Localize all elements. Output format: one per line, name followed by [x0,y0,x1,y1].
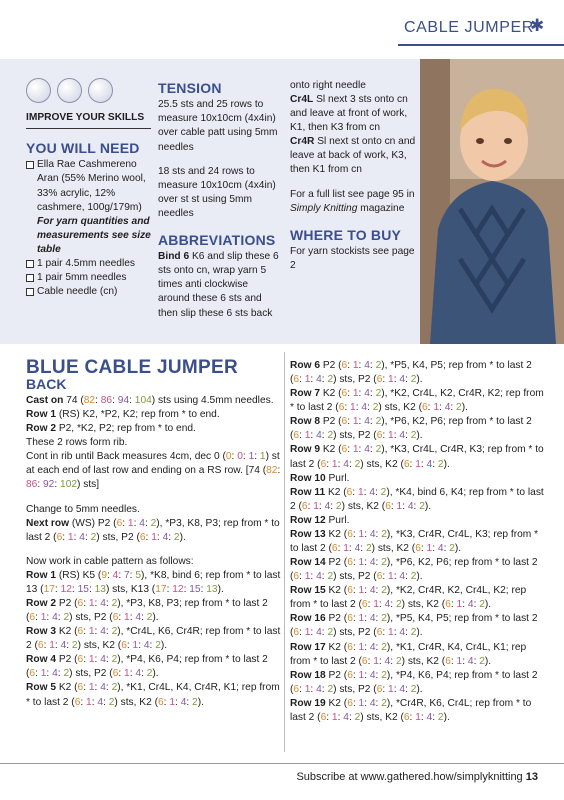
checkbox-icon [26,260,34,268]
pattern-line: Next row (WS) P2 (6: 1: 4: 2), *P3, K8, P3; rep from * to last 2 (6: 1: 4: 2) sts, P2 (6: 1: 4: 2). [26,517,280,543]
you-will-need-heading: YOU WILL NEED [26,140,140,157]
yarn-ball-icon [88,78,113,103]
pattern-line: Row 16 P2 (6: 1: 4: 2), *P5, K4, P5; rep from * to last 2 (6: 1: 4: 2) sts, P2 (6: 1: 4: 2). [290,613,538,639]
checklist-item: 1 pair 5mm needles [26,271,151,285]
pattern-line: Row 4 P2 (6: 1: 4: 2), *P4, K6, P4; rep from * to last 2 (6: 1: 4: 2) sts, P2 (6: 1: 4: 2). [26,654,268,680]
pattern-line: Row 11 K2 (6: 1: 4: 2), *K4, bind 6, K4; rep from * to last 2 (6: 1: 4: 2) sts, K2 (6: 1: 4: 2). [290,486,544,512]
pattern-line: Row 7 K2 (6: 1: 4: 2), *K2, Cr4L, K2, Cr4R, K2; rep from * to last 2 (6: 1: 4: 2) sts, K2 (6: 1: 4: 2). [290,388,544,414]
pattern-line: Row 15 K2 (6: 1: 4: 2), *K2, Cr4R, K2, Cr4L, K2; rep from * to last 2 (6: 1: 4: 2) sts, K2 (6: 1: 4: 2). [290,585,527,611]
skills-label: IMPROVE YOUR SKILLS [26,111,151,129]
section-heading-back: BACK [26,376,67,392]
checkbox-icon [26,288,34,296]
checkbox-icon [26,274,34,282]
pattern-line: Now work in cable pattern as follows: [26,555,194,567]
pattern-line: Row 18 P2 (6: 1: 4: 2), *P4, K6, P4; rep from * to last 2 (6: 1: 4: 2) sts, P2 (6: 1: 4: 2). [290,669,538,695]
tension-text: 18 sts and 24 rows to measure 10x10cm (4x4in) over st st using 5mm needles [158,165,276,219]
section-tab [0,0,564,50]
full-list-note: For a full list see page 95 in Simply Knitting magazine [290,188,415,214]
pattern-line: Row 13 K2 (6: 1: 4: 2), *K3, Cr4R, Cr4L, K3; rep from * to last 2 (6: 1: 4: 2) sts, K2 (6: 1: 4: 2). [290,528,539,555]
tension-text: 25.5 sts and 25 rows to measure 10x10cm (4x4in) over cable patt using 5mm needles [158,99,278,153]
pattern-line: Row 19 K2 (6: 1: 4: 2), *Cr4R, K6, Cr4L; rep from * to last 2 (6: 1: 4: 2) sts, K2 (6: 1: 4: 2). [290,697,532,723]
abbreviations-heading: ABBREVIATIONS [158,231,276,248]
checkbox-icon [26,161,34,169]
checklist-item: Cable needle (cn) [26,285,151,299]
pattern-line: Row 2 P2 (6: 1: 4: 2), *P3, K8, P3; rep from * to last 2 (6: 1: 4: 2) sts, P2 (6: 1: 4: 2). [26,598,268,624]
pattern-title: BLUE CABLE JUMPER [26,357,239,378]
subscribe-link[interactable]: Subscribe at www.gathered.how/simplyknitting [296,771,523,783]
yarn-note: For yarn quantities and measurements see size table [37,215,151,255]
pattern-line: Cast on 74 (82: 86: 94: 104) sts using 4.5mm needles. [26,395,274,406]
pattern-line: Cont in rib until Back measures 4cm, dec 0 (0: 0: 1: 1) st at each end of last row and ending on a RS row. [74 (82: 86: 92: 102) sts] [26,451,281,491]
page-number: 13 [525,771,538,783]
where-to-buy-heading: WHERE TO BUY [290,226,402,243]
pattern-line: Row 17 K2 (6: 1: 4: 2), *K1, Cr4R, K4, Cr4L, K1; rep from * to last 2 (6: 1: 4: 2) sts, K2 (6: 1: 4: 2). [290,641,527,667]
checklist-item: Ella Rae Cashmereno Aran (55% Merino wool, 33% acrylic, 12% cashmere, 100g/179m) [26,158,151,214]
pattern-line: Row 1 (RS) K2, *P2, K2; rep from * to end. [26,409,220,421]
footer-divider [0,763,564,764]
pattern-line: Row 3 K2 (6: 1: 4: 2), *Cr4L, K6, Cr4R; rep from * to last 2 (6: 1: 4: 2) sts, K2 (6: 1: 4: 2). [26,626,281,652]
pattern-line: Row 6 P2 (6: 1: 4: 2), *P5, K4, P5; rep from * to last 2 (6: 1: 4: 2) sts, P2 (6: 1: 4: 2). [290,360,532,386]
pattern-line: These 2 rows form rib. [26,437,128,449]
child-photo [420,59,564,344]
tension-heading: TENSION [158,80,222,96]
pattern-line: Row 14 P2 (6: 1: 4: 2), *P6, K2, P6; rep from * to last 2 (6: 1: 4: 2) sts, P2 (6: 1: 4: 2). [290,557,538,583]
yarn-ball-icons [26,78,151,103]
section-title: CABLE JUMPER [404,19,534,36]
pattern-line: Row 9 K2 (6: 1: 4: 2), *K3, Cr4L, Cr4R, K3; rep from * to last 2 (6: 1: 4: 2) sts, K2 (6: 1: 4: 2). [290,444,544,470]
footer [296,770,538,785]
where-to-buy-text: For yarn stockists see page 2 [290,246,415,272]
pattern-line: Row 2 P2, *K2, P2; rep from * to end. [26,423,196,435]
star-icon: ✱ [530,16,545,35]
skills-column [26,78,151,299]
yarn-ball-icon [57,78,82,103]
abbreviation-cr4r: Cr4R Sl next st onto cn and leave at back of work, K3, then K1 from cn [290,136,416,176]
abbreviation-cr4l: Cr4L Sl next 3 sts onto cn and leave at front of work, K1, then K3 from cn [290,94,408,134]
pattern-right-column [290,359,544,725]
pattern-line: Row 5 K2 (6: 1: 4: 2), *K1, Cr4L, K4, Cr4R, K1; rep from * to last 2 (6: 1: 4: 2) sts, K2 (6: 1: 4: 2). [26,682,280,708]
pattern-line: Row 1 (RS) K5 (9: 4: 7: 5), *K8, bind 6; rep from * to last 13 (17: 12: 15: 13) sts, K13 (17: 12: 15: 13). [26,569,281,595]
tension-column [158,79,280,321]
pattern-line: Row 12 Purl. [290,514,350,526]
checklist-item: 1 pair 4.5mm needles [26,257,151,271]
abbreviation-bind6: Bind 6 K6 and slip these 6 sts onto cn, wrap yarn 5 times anti clockwise around these 6 sts and then slip these 6 sts back [158,251,279,319]
pattern-line: Change to 5mm needles. [26,503,140,515]
pattern-left-column [26,394,281,710]
tab-underline [398,44,564,46]
column-divider [284,352,285,752]
abbreviations-column [290,79,418,273]
pattern-line: Row 8 P2 (6: 1: 4: 2), *P6, K2, P6; rep from * to last 2 (6: 1: 4: 2) sts, P2 (6: 1: 4: 2). [290,416,532,442]
pattern-line: Row 10 Purl. [290,472,350,484]
abbreviation-cont: onto right needle [290,80,366,91]
yarn-ball-icon [26,78,51,103]
